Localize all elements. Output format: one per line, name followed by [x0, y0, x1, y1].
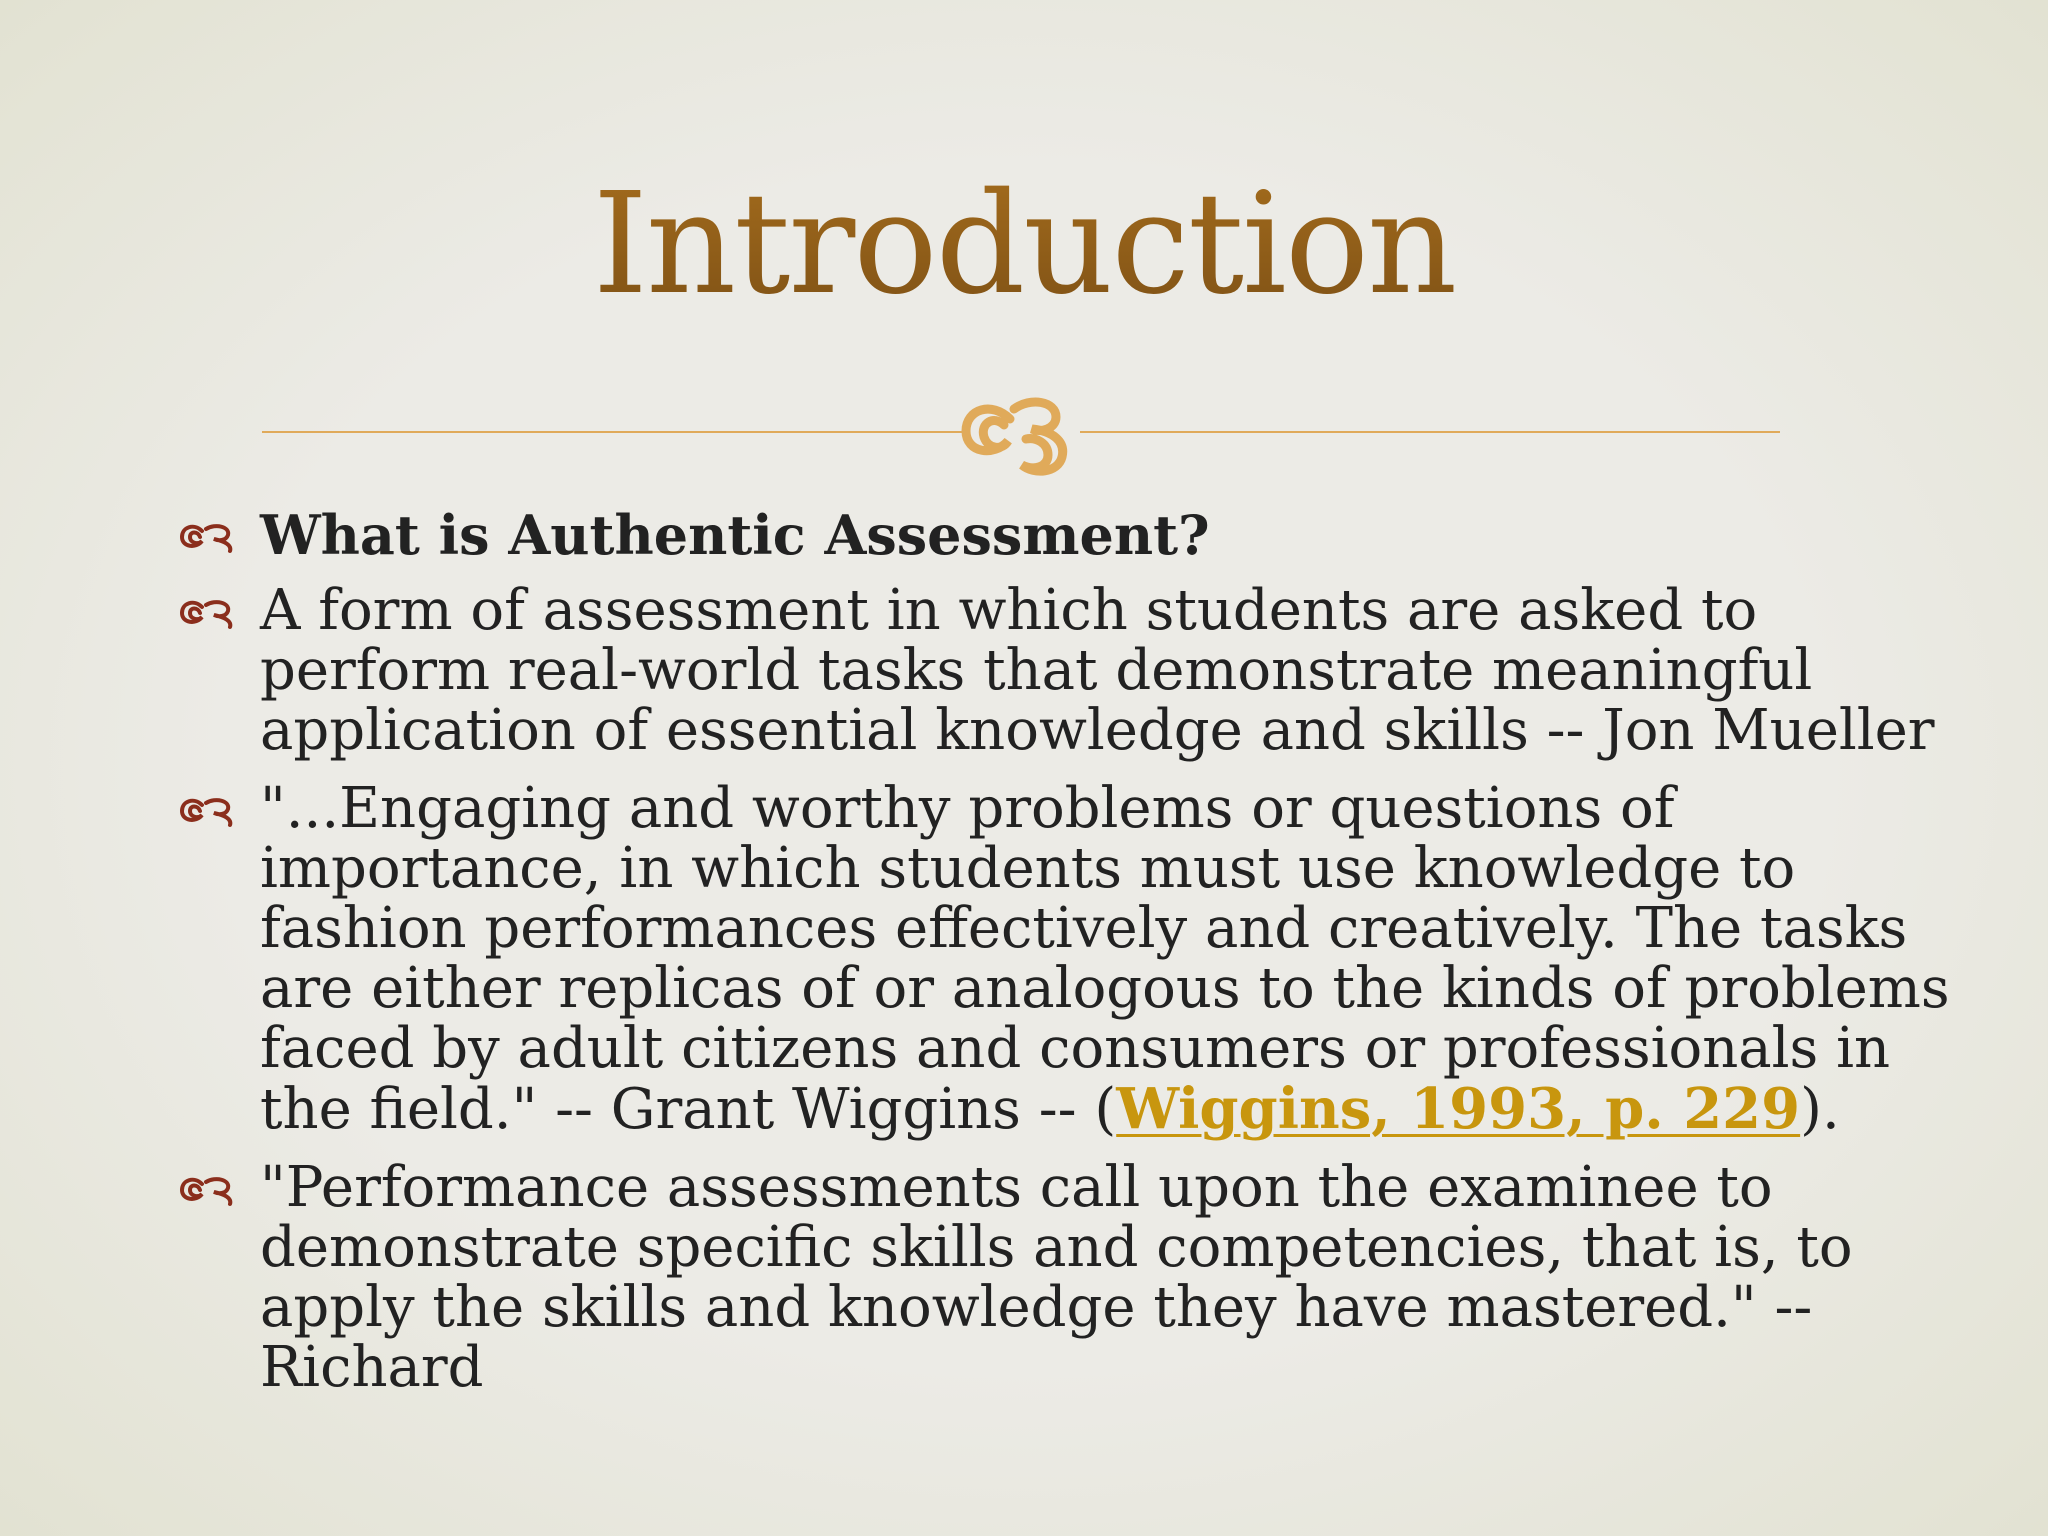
bullet-text: "Performance assessments call upon the examinee to demonstrate specific skills and competencies, that is, to apply the skills and knowledge they have mastered." -- Richard [260, 1155, 1853, 1400]
swirl-bullet-icon [176, 793, 238, 829]
swirl-bullet-icon [176, 519, 238, 555]
bullet-item-richard-quote [176, 1155, 1976, 1400]
bullet-list [176, 505, 1976, 1416]
title-divider [262, 385, 1780, 475]
bullet-item-heading [176, 505, 1976, 565]
bullet-item-definition [176, 578, 1976, 763]
swirl-bullet-icon [176, 595, 238, 631]
bullet-item-wiggins-quote [176, 776, 1976, 1142]
swirl-ornament-icon [952, 379, 1092, 479]
bullet-text-end: ). [1800, 1077, 1840, 1142]
bullet-text: What is Authentic Assessment? [260, 503, 1210, 567]
swirl-bullet-icon [176, 1172, 238, 1208]
divider-line-right [1080, 431, 1780, 433]
bullet-text: "...Engaging and worthy problems or questions of importance, in which students must use knowledge to fashion performances effectively and creatively. The tasks are either replicas of or analogous to the kinds of problems faced by adult citizens and consumers or professionals in the field." -- Grant Wiggins -- ( [260, 776, 1950, 1142]
bullet-text: A form of assessment in which students are asked to perform real-world tasks that demonstrate meaningful application of essential knowledge and skills -- Jon Mueller [260, 578, 1935, 763]
citation-link[interactable]: Wiggins, 1993, p. 229 [1116, 1076, 1801, 1142]
slide-title: Introduction [0, 160, 2048, 330]
divider-line-left [262, 431, 962, 433]
